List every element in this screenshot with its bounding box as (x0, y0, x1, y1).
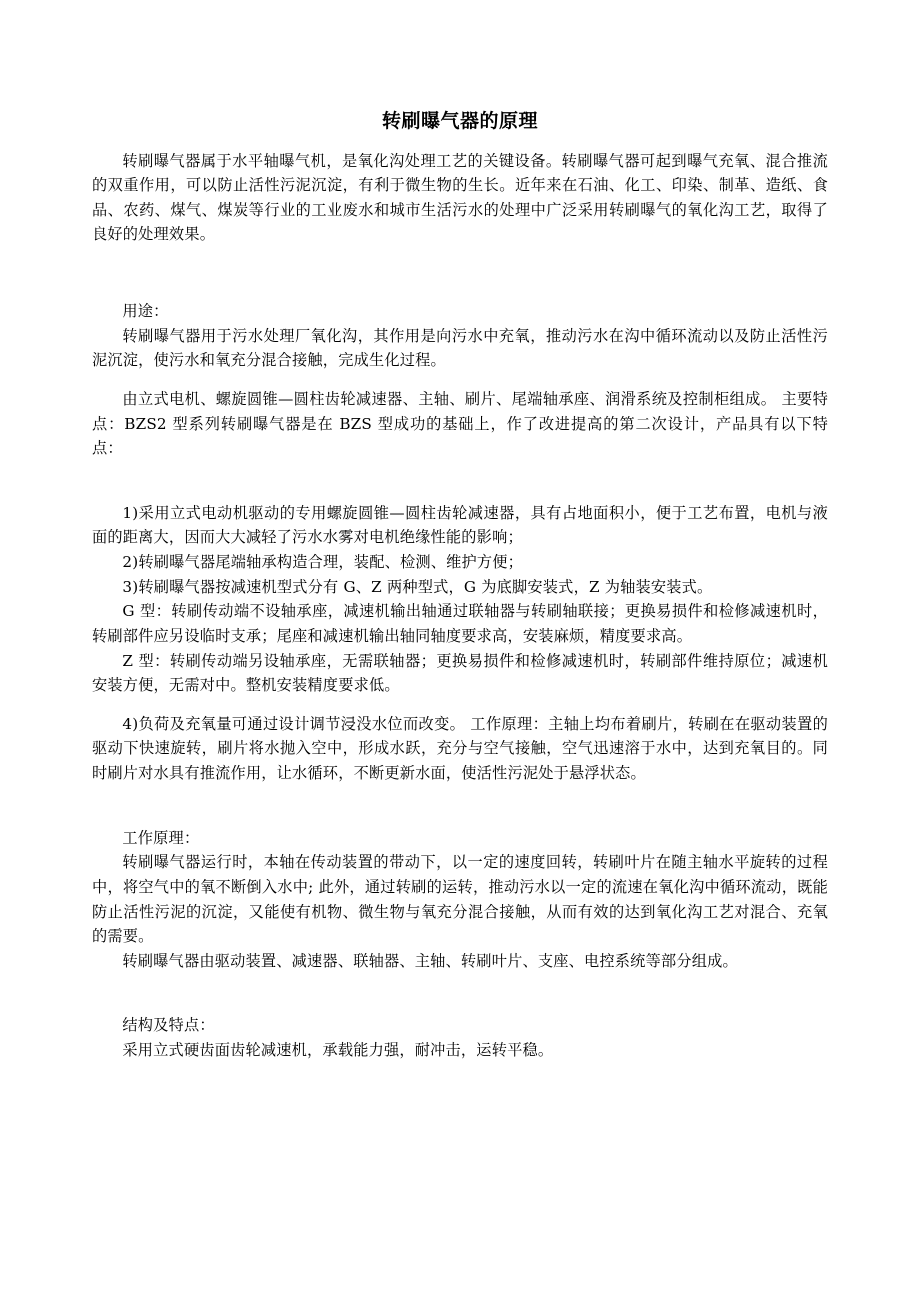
spacer (92, 698, 828, 712)
paragraph-feature-1: 1)采用立式电动机驱动的专用螺旋圆锥—圆柱齿轮减速器，具有占地面积小，便于工艺布置，电机与液面的距离大，因而大大减轻了污水水雾对电机绝缘性能的影响； (92, 503, 828, 547)
heading-principle: 工作原理： (122, 828, 200, 847)
paragraph-structure-body: 采用立式硬齿面齿轮减速机，承载能力强，耐冲击，运转平稳。 (122, 1041, 554, 1060)
heading-use: 用途： (122, 302, 169, 321)
paragraph-feature-2: 2)转刷曝气器尾端轴承构造合理，装配、检测、维护方便； (122, 553, 524, 572)
paragraph-intro: 转刷曝气器属于水平轴曝气机，是氧化沟处理工艺的关键设备。转刷曝气器可起到曝气充氧、混合推流的双重作用，可以防止活性污泥沉淀，有利于微生物的生长。近年来在石油、化工、印染、制革、造纸、食品、农药、煤气、煤炭等行业的工业废水和城市生活污水的处理中广泛采用转刷曝气的氧化沟工艺，取得了良好的处理效果。 (92, 151, 828, 244)
paragraph-principle-1: 转刷曝气器运行时，本轴在传动装置的带动下，以一定的速度回转，转刷叶片在随主轴水平旋转的过程中，将空气中的氧不断倒入水中; 此外，通过转刷的运转，推动污水以一定的流速在氧化沟中循环流动，既能防止活性污泥的沉淀，又能使有机物、微生物与氧充分混合接触，从而有效的达到氧化沟工艺对混合、充氧的需要。 (92, 853, 828, 946)
paragraph-feature-3: 3)转刷曝气器按减速机型式分有 G、Z 两种型式，G 为底脚安装式，Z 为轴装安装式。 (122, 577, 713, 596)
spacer (92, 373, 828, 387)
paragraph-use-body: 转刷曝气器用于污水处理厂氧化沟，其作用是向污水中充氧，推动污水在沟中循环流动以及防止活性污泥沉淀，使污水和氧充分混合接触，完成生化过程。 (92, 326, 828, 370)
spacer (92, 973, 828, 1013)
page-title: 转刷曝气器的原理 (381, 110, 538, 132)
spacer (92, 786, 828, 826)
paragraph-type-z: Z 型：转刷传动端另设轴承座，无需联轴器；更换易损件和检修减速机时，转刷部件维持原位；减速机安装方便，无需对中。整机安装精度要求低。 (92, 651, 828, 695)
paragraph-composition: 由立式电机、螺旋圆锥—圆柱齿轮减速器、主轴、刷片、尾端轴承座、润滑系统及控制柜组成。 主要特点：BZS2 型系列转刷曝气器是在 BZS 型成功的基础上，作了改进提高的第二次设计，产品具有以下特点： (92, 389, 828, 458)
spacer (92, 461, 828, 501)
heading-structure: 结构及特点： (122, 1016, 215, 1035)
paragraph-type-g: G 型：转刷传动端不设轴承座，减速机输出轴通过联轴器与转刷轴联接；更换易损件和检修减速机时，转刷部件应另设临时支承；尾座和减速机输出轴同轴度要求高，安装麻烦，精度要求高。 (92, 602, 828, 645)
paragraph-principle-2: 转刷曝气器由驱动装置、减速器、联轴器、主轴、转刷叶片、支座、电控系统等部分组成。 (122, 951, 738, 970)
paragraph-feature-4: 4)负荷及充氧量可通过设计调节浸没水位而改变。 工作原理：主轴上均布着刷片，转刷在在驱动装置的驱动下快速旋转，刷片将水抛入空中，形成水跃，充分与空气接触，空气迅速溶于水中，达到充氧目的。同时刷片对水具有推流作用，让水循环，不断更新水面，使活性污泥处于悬浮状态。 (92, 714, 828, 783)
spacer (92, 247, 828, 299)
